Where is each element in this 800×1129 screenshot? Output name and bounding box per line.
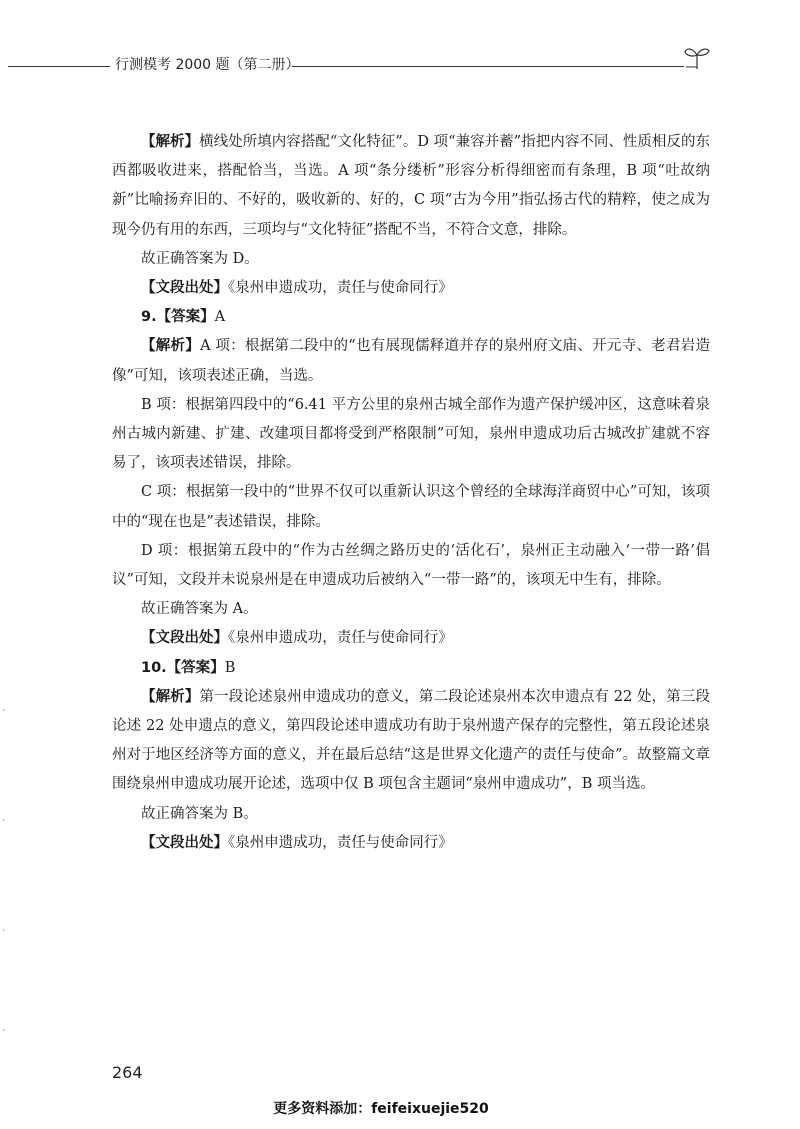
answer-line bbox=[112, 800, 710, 829]
paragraph-text: 故正确答案为 D。 bbox=[141, 250, 259, 267]
footer-text: 更多资料添加：feifeixuejie520 bbox=[273, 1101, 489, 1117]
option-analysis bbox=[112, 537, 710, 595]
paragraph-text: B bbox=[224, 659, 236, 676]
source-line bbox=[112, 274, 710, 303]
paragraph-text: B 项：根据第四段中的“6.41 平方公里的泉州古城全部作为遗产保护缓冲区，这意味着泉州古城内新建、扩建、改建项目都将受到严格限制”可知，泉州申遗成功后古城改扩建就不容易了，该项表述错误，排除。 bbox=[112, 396, 710, 472]
header-rule-left bbox=[8, 66, 110, 67]
paragraph-text: 《泉州申遗成功，责任与使命同行》 bbox=[228, 834, 453, 851]
answer-line bbox=[112, 245, 710, 274]
paragraph-text: 故正确答案为 A。 bbox=[141, 601, 258, 618]
footer-note bbox=[0, 1098, 800, 1118]
option-analysis bbox=[112, 478, 710, 536]
answer-explanations bbox=[112, 128, 710, 858]
section-label: 10.【答案】 bbox=[141, 659, 225, 676]
sprout-icon bbox=[683, 44, 711, 70]
source-line bbox=[112, 829, 710, 858]
source-line bbox=[112, 624, 710, 653]
section-label: 【文段出处】 bbox=[141, 834, 228, 851]
paragraph-text: A bbox=[214, 309, 226, 326]
paragraph-text: 《泉州申遗成功，责任与使命同行》 bbox=[228, 280, 453, 297]
paragraph-text: C 项：根据第一段中的“世界不仅可以重新认识这个曾经的全球海洋商贸中心”可知，该项中的“现在也是”表述错误，排除。 bbox=[112, 484, 710, 530]
header-title: 行测模考 2000 题（第二册） bbox=[115, 57, 300, 73]
explanation-paragraph bbox=[112, 128, 710, 245]
question-answer bbox=[112, 654, 710, 683]
question-answer bbox=[112, 303, 710, 332]
paragraph-text: 故正确答案为 B。 bbox=[141, 805, 258, 822]
paragraph-text: 横线处所填内容搭配“文化特征”。D 项“兼容并蓄”指把内容不同、性质相反的东西都吸收进来，搭配恰当，当选。A 项“条分缕析”形容分析得细密而有条理，B 项“吐故纳新”比喻扬弃旧的、不好的，吸收新的、好的，C 项“古为今用”指弘扬古代的精粹，使之成为现今仍有用的东西，三项均与“文化特征”搭配不当，不符合文意，排除。 bbox=[112, 134, 711, 238]
answer-line bbox=[112, 595, 710, 624]
explanation-paragraph bbox=[112, 332, 710, 390]
section-label: 【文段出处】 bbox=[141, 280, 228, 297]
section-label: 【解析】 bbox=[141, 688, 200, 705]
explanation-paragraph bbox=[112, 683, 710, 800]
scan-edge-marks bbox=[2, 700, 5, 1080]
paragraph-text: D 项：根据第五段中的“作为古丝绸之路历史的‘活化石’，泉州正主动融入‘一带一路’倡议”可知，文段并未说泉州是在申遗成功后被纳入“一带一路”的，该项无中生有，排除。 bbox=[112, 542, 710, 589]
paragraph-text: 《泉州申遗成功，责任与使命同行》 bbox=[228, 630, 453, 647]
paragraph-text: A 项：根据第二段中的“也有展现儒释道并存的泉州府文庙、开元寺、老君岩造像”可知，该项表述正确，当选。 bbox=[112, 338, 711, 384]
section-label: 【解析】 bbox=[141, 134, 200, 150]
section-label: 9.【答案】 bbox=[141, 309, 215, 326]
section-label: 【文段出处】 bbox=[141, 630, 228, 647]
option-analysis bbox=[112, 391, 710, 479]
section-label: 【解析】 bbox=[141, 338, 201, 355]
page-number: 264 bbox=[112, 1063, 143, 1082]
header-rule-right bbox=[292, 66, 684, 67]
paragraph-text: 第一段论述泉州申遗成功的意义，第二段论述泉州本次申遗点有 22 处，第三段论述 22 处申遗点的意义，第四段论述申遗成功有助于泉州遗产保存的完整性，第五段论述泉州对于地区经济等方面的意义，并在最后总结“这是世界文化遗产的责任与使命”。故整篇文章围绕泉州申遗成功展开论述，选项中仅 B 项包含主题词“泉州申遗成功”，B 项当选。 bbox=[112, 688, 711, 793]
running-header bbox=[0, 44, 800, 84]
